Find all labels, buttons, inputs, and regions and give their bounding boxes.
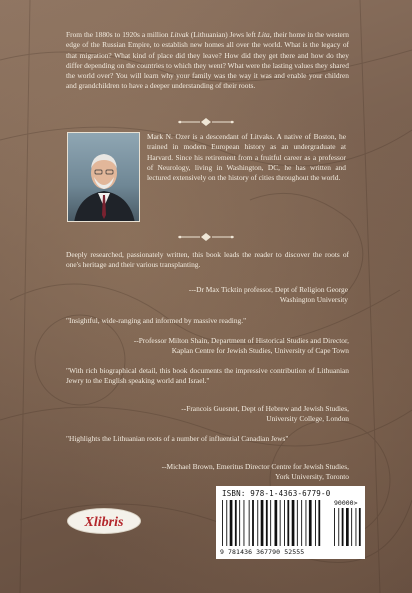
review-quote: "With rich biographical detail, this book documents the impressive contribution of Lithuanian Jewry to the English speaking world and Israel." xyxy=(66,366,349,386)
review-attribution: University College, London xyxy=(266,414,349,423)
review-attribution: ---Dr Max Ticktin professor, Dept of Religion George xyxy=(188,285,348,294)
book-description xyxy=(66,30,349,92)
barcode-box xyxy=(216,486,365,559)
barcode-digits: 9 781436 367790 52555 xyxy=(220,548,305,556)
ornament-divider xyxy=(176,232,236,242)
term-lita: Lita xyxy=(257,30,270,39)
author-photo xyxy=(67,132,140,222)
review-attribution: York University, Toronto xyxy=(275,472,349,481)
term-litvak: Litvak xyxy=(170,30,189,39)
price-code: 90000> xyxy=(334,499,358,507)
author-bio: Mark N. Ozer is a descendant of Litvaks. A native of Boston, he trained in modern European history as an undergraduate at Harvard. Since his retirement from a fruitful career as a professor of Neurology, living in Washington, DC, he has written and lectured extensively on the history of cities throughout the world. xyxy=(147,132,346,183)
review-attribution: --Professor Milton Shain, Department of Historical Studies and Director, xyxy=(133,336,349,345)
description-part-3: , their home in the western edge of the Russian Empire, to establish new homes all over the world. What is the legacy of that migration? What kind of place did they leave? How did they get there and how do they differ depending on the countries to which they went? What were the lasting values they shared the world over? You will learn why your family was the way it was and enable your children and grandchildren to have a deeper understanding of their roots. xyxy=(66,30,349,91)
review-quote: "Insightful, wide-ranging and informed by massive reading." xyxy=(66,316,247,325)
review-quote: "Highlights the Lithuanian roots of a number of influential Canadian Jews" xyxy=(66,434,289,443)
description-part-1: From the 1880s to 1920s a million xyxy=(66,30,171,39)
review-attribution: --Michael Brown, Emeritus Director Centre for Jewish Studies, xyxy=(161,462,349,471)
xlibris-logo-mark xyxy=(72,513,136,529)
xlibris-logo xyxy=(67,508,141,534)
description-part-2: (Lithuanian) Jews left xyxy=(188,30,258,39)
review-attribution: Washington University xyxy=(279,295,348,304)
review-attribution: --Francois Guesnet, Dept of Hebrew and Jewish Studies, xyxy=(181,404,349,413)
review-quote: Deeply researched, passionately written, this book leads the reader to discover the roots of one's heritage and their various transplanting. xyxy=(66,250,349,270)
isbn-number: ISBN: 978-1-4363-6779-0 xyxy=(222,489,331,498)
ornament-divider xyxy=(176,117,236,127)
review-attribution: Kaplan Centre for Jewish Studies, University of Cape Town xyxy=(171,346,349,355)
logo-wordmark: Xlibris xyxy=(84,515,124,529)
